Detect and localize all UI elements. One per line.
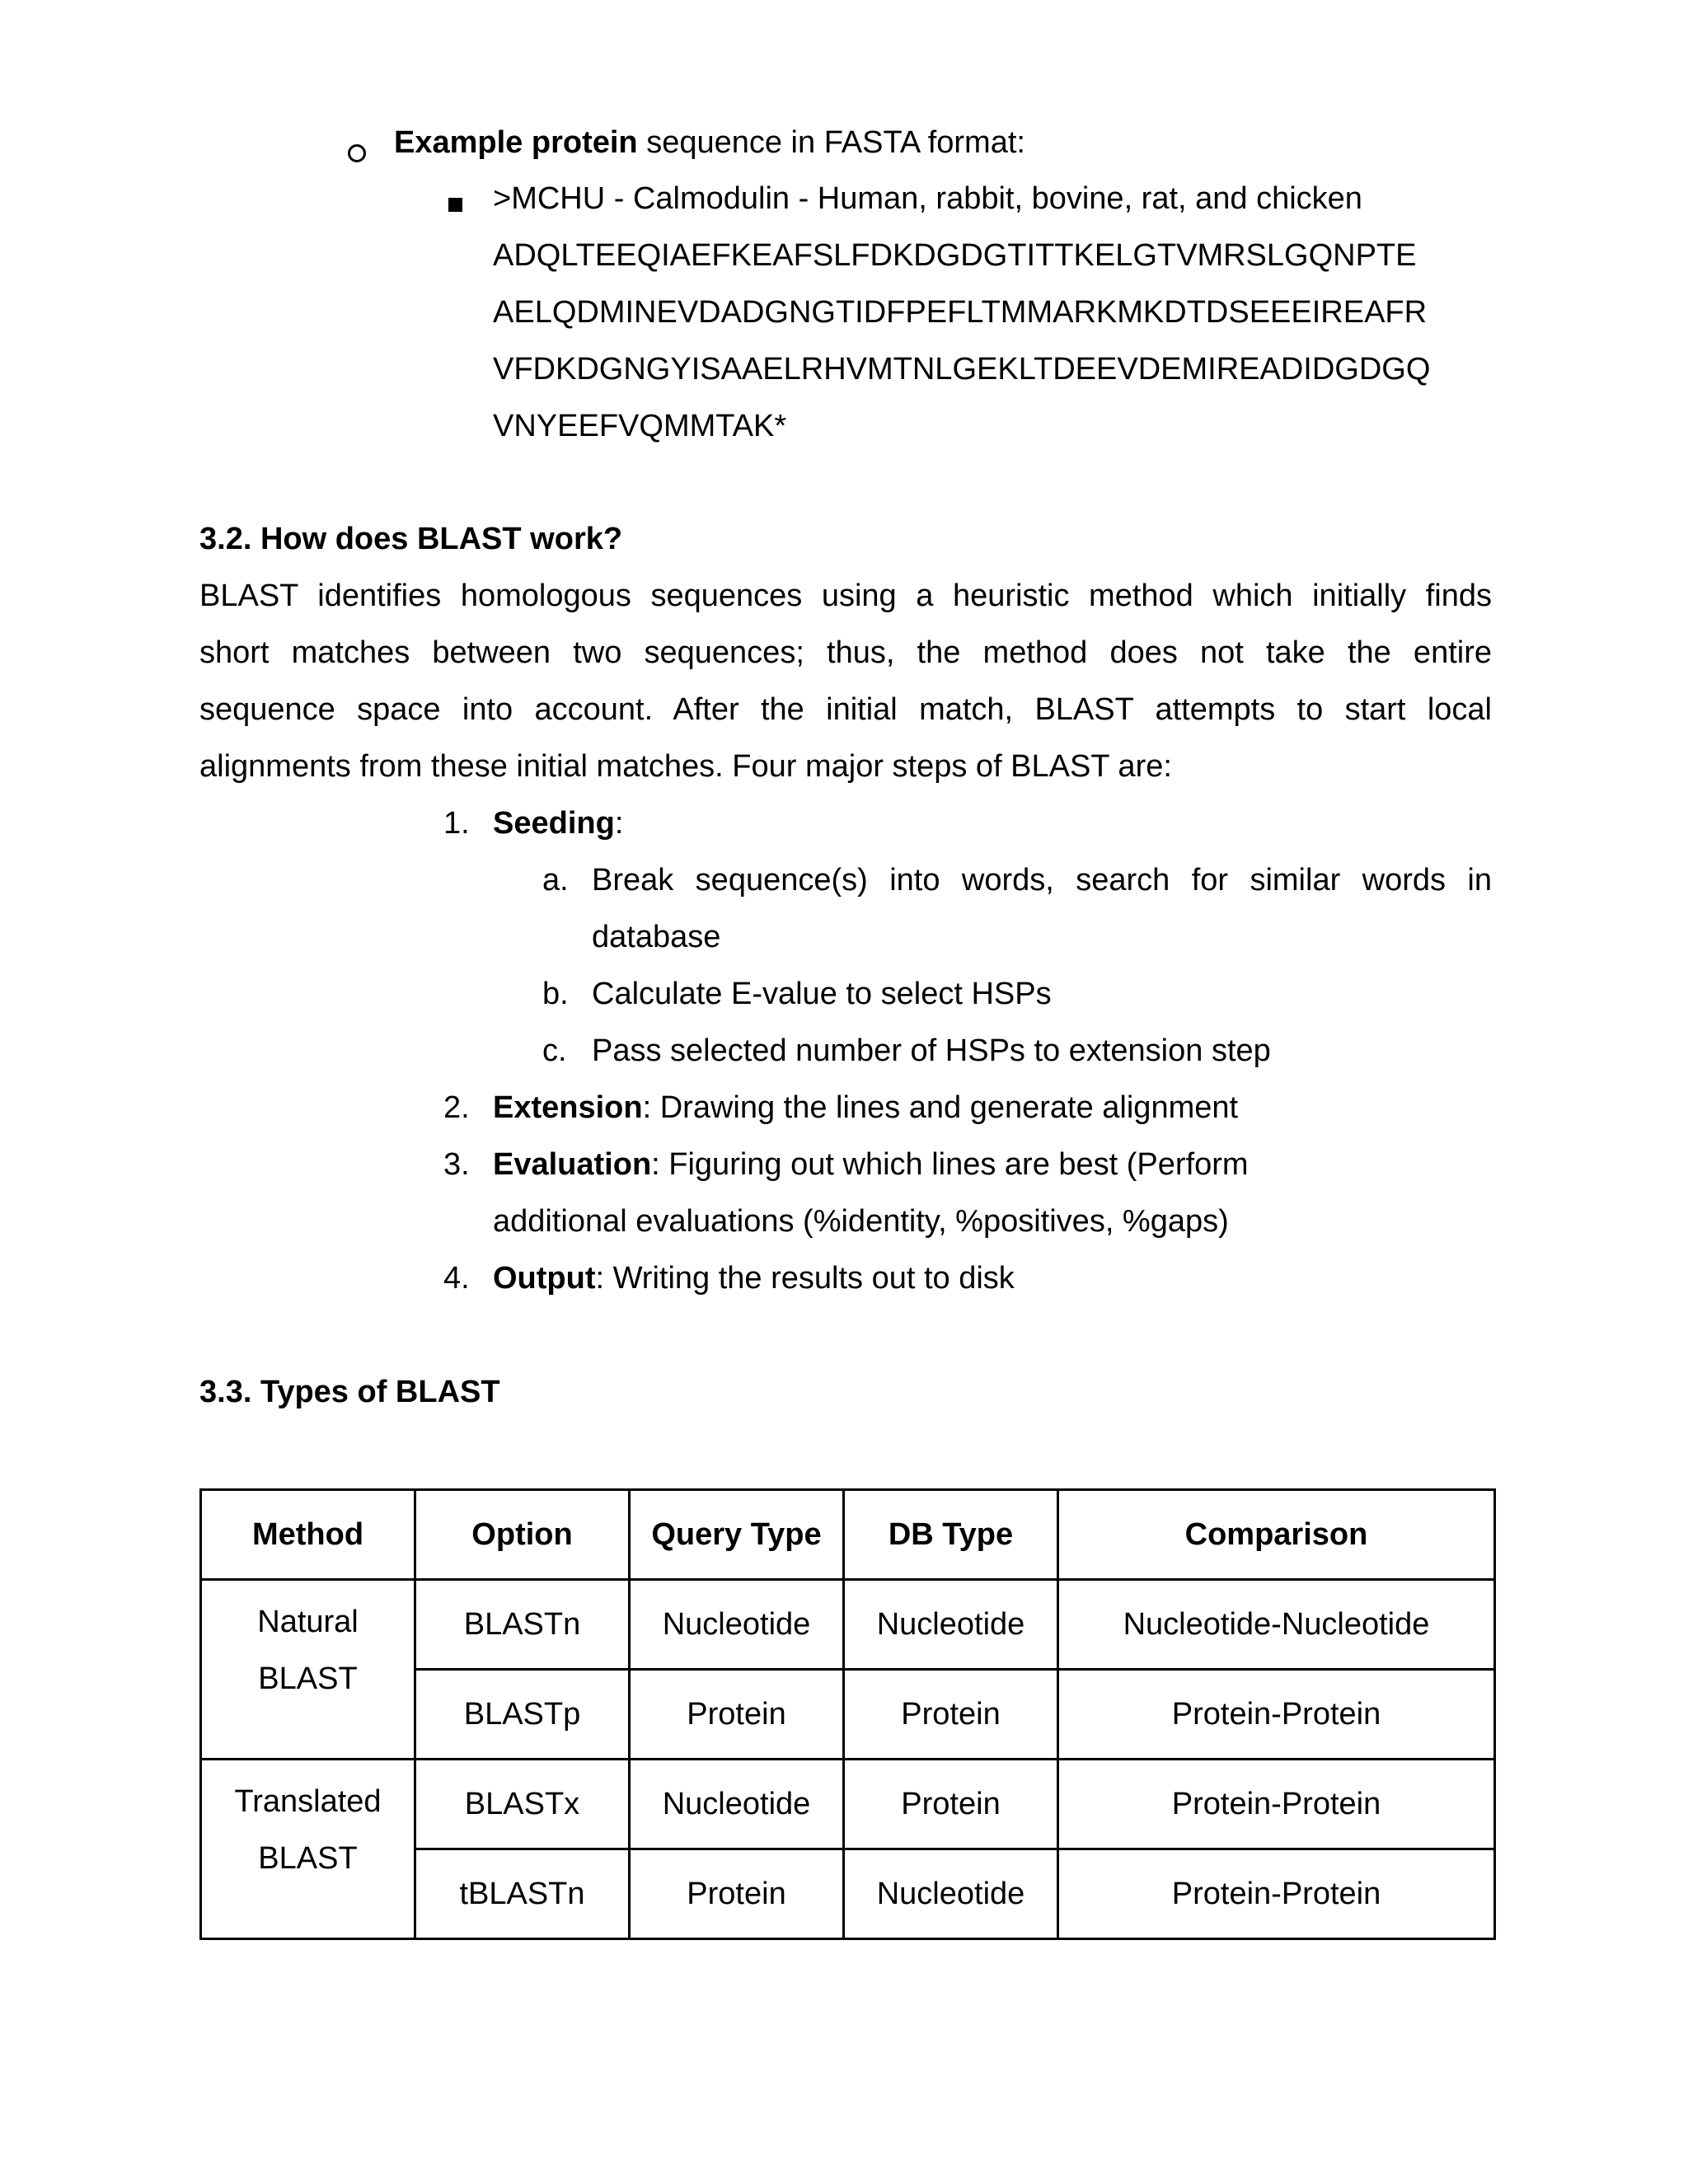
paragraph-line: short matches between two sequences; thus, the method does not take the entire <box>199 635 1492 670</box>
column-header: Option <box>415 1490 630 1580</box>
column-header: Method <box>201 1490 415 1580</box>
example-label: Example protein sequence in FASTA format: <box>394 125 1025 160</box>
fasta-sequence-line: ADQLTEEQIAEFKEAFSLFDKDGDGTITTKELGTVMRSLGQNPTE <box>493 238 1417 273</box>
substep-letter: c. <box>542 1033 567 1068</box>
fasta-header: >MCHU - Calmodulin - Human, rabbit, bovine, rat, and chicken <box>493 181 1362 216</box>
substep-text: Pass selected number of HSPs to extension step <box>592 1033 1271 1068</box>
step-number: 2. <box>443 1090 470 1125</box>
table-cell: Nucleotide <box>630 1760 844 1849</box>
step-evaluation-continued: additional evaluations (%identity, %positives, %gaps) <box>493 1204 1229 1239</box>
paragraph-line: alignments from these initial matches. Four major steps of BLAST are: <box>199 749 1172 784</box>
table-row <box>201 1760 1495 1849</box>
table-cell: Nucleotide <box>630 1580 844 1670</box>
table-cell: BLASTp <box>415 1670 630 1760</box>
table-cell: Nucleotide <box>844 1580 1058 1670</box>
section-heading: 3.2. How does BLAST work? <box>199 522 623 556</box>
table-cell: tBLASTn <box>415 1849 630 1939</box>
column-header: Query Type <box>630 1490 844 1580</box>
step-number: 1. <box>443 806 470 841</box>
substep-letter: b. <box>542 977 569 1011</box>
table-cell: Protein <box>630 1849 844 1939</box>
step-extension: Extension: Drawing the lines and generate alignment <box>493 1090 1239 1125</box>
table-cell: Nucleotide <box>844 1849 1058 1939</box>
column-header: DB Type <box>844 1490 1058 1580</box>
table-cell: Protein <box>844 1670 1058 1760</box>
table-cell: Protein <box>844 1760 1058 1849</box>
substep-text: database <box>592 920 721 954</box>
circle-bullet-icon <box>348 144 366 162</box>
paragraph-line: sequence space into account. After the initial match, BLAST attempts to start local <box>199 692 1492 727</box>
table-cell: Protein-Protein <box>1058 1670 1495 1760</box>
substep-letter: a. <box>542 863 569 898</box>
table-cell: Protein-Protein <box>1058 1849 1495 1939</box>
section-heading: 3.3. Types of BLAST <box>199 1375 500 1409</box>
table-header-row <box>201 1490 1495 1580</box>
step-seeding: Seeding: <box>493 806 624 841</box>
substep-text: Calculate E-value to select HSPs <box>592 977 1052 1011</box>
method-cell: Natural BLAST <box>201 1580 415 1760</box>
table-cell: BLASTx <box>415 1760 630 1849</box>
table-cell: Protein-Protein <box>1058 1760 1495 1849</box>
column-header: Comparison <box>1058 1490 1495 1580</box>
square-bullet-icon <box>448 198 462 212</box>
substep-text: Break sequence(s) into words, search for similar words in <box>592 863 1492 898</box>
paragraph-line: BLAST identifies homologous sequences using a heuristic method which initially finds <box>199 579 1492 613</box>
step-number: 4. <box>443 1261 470 1296</box>
table-cell: BLASTn <box>415 1580 630 1670</box>
blast-types-table <box>199 1488 1496 1940</box>
fasta-sequence-line: VNYEEFVQMMTAK* <box>493 409 787 443</box>
fasta-sequence-line: AELQDMINEVDADGNGTIDFPEFLTMMARKMKDTDSEEEIREAFR <box>493 295 1428 330</box>
table-cell: Nucleotide-Nucleotide <box>1058 1580 1495 1670</box>
step-output: Output: Writing the results out to disk <box>493 1261 1015 1296</box>
step-number: 3. <box>443 1147 470 1182</box>
table-cell: Protein <box>630 1670 844 1760</box>
step-evaluation: Evaluation: Figuring out which lines are best (Perform <box>493 1147 1249 1182</box>
table-row <box>201 1580 1495 1670</box>
fasta-sequence-line: VFDKDGNGYISAAELRHVMTNLGEKLTDEEVDEMIREADIDGDGQ <box>493 352 1431 387</box>
method-cell: Translated BLAST <box>201 1760 415 1939</box>
